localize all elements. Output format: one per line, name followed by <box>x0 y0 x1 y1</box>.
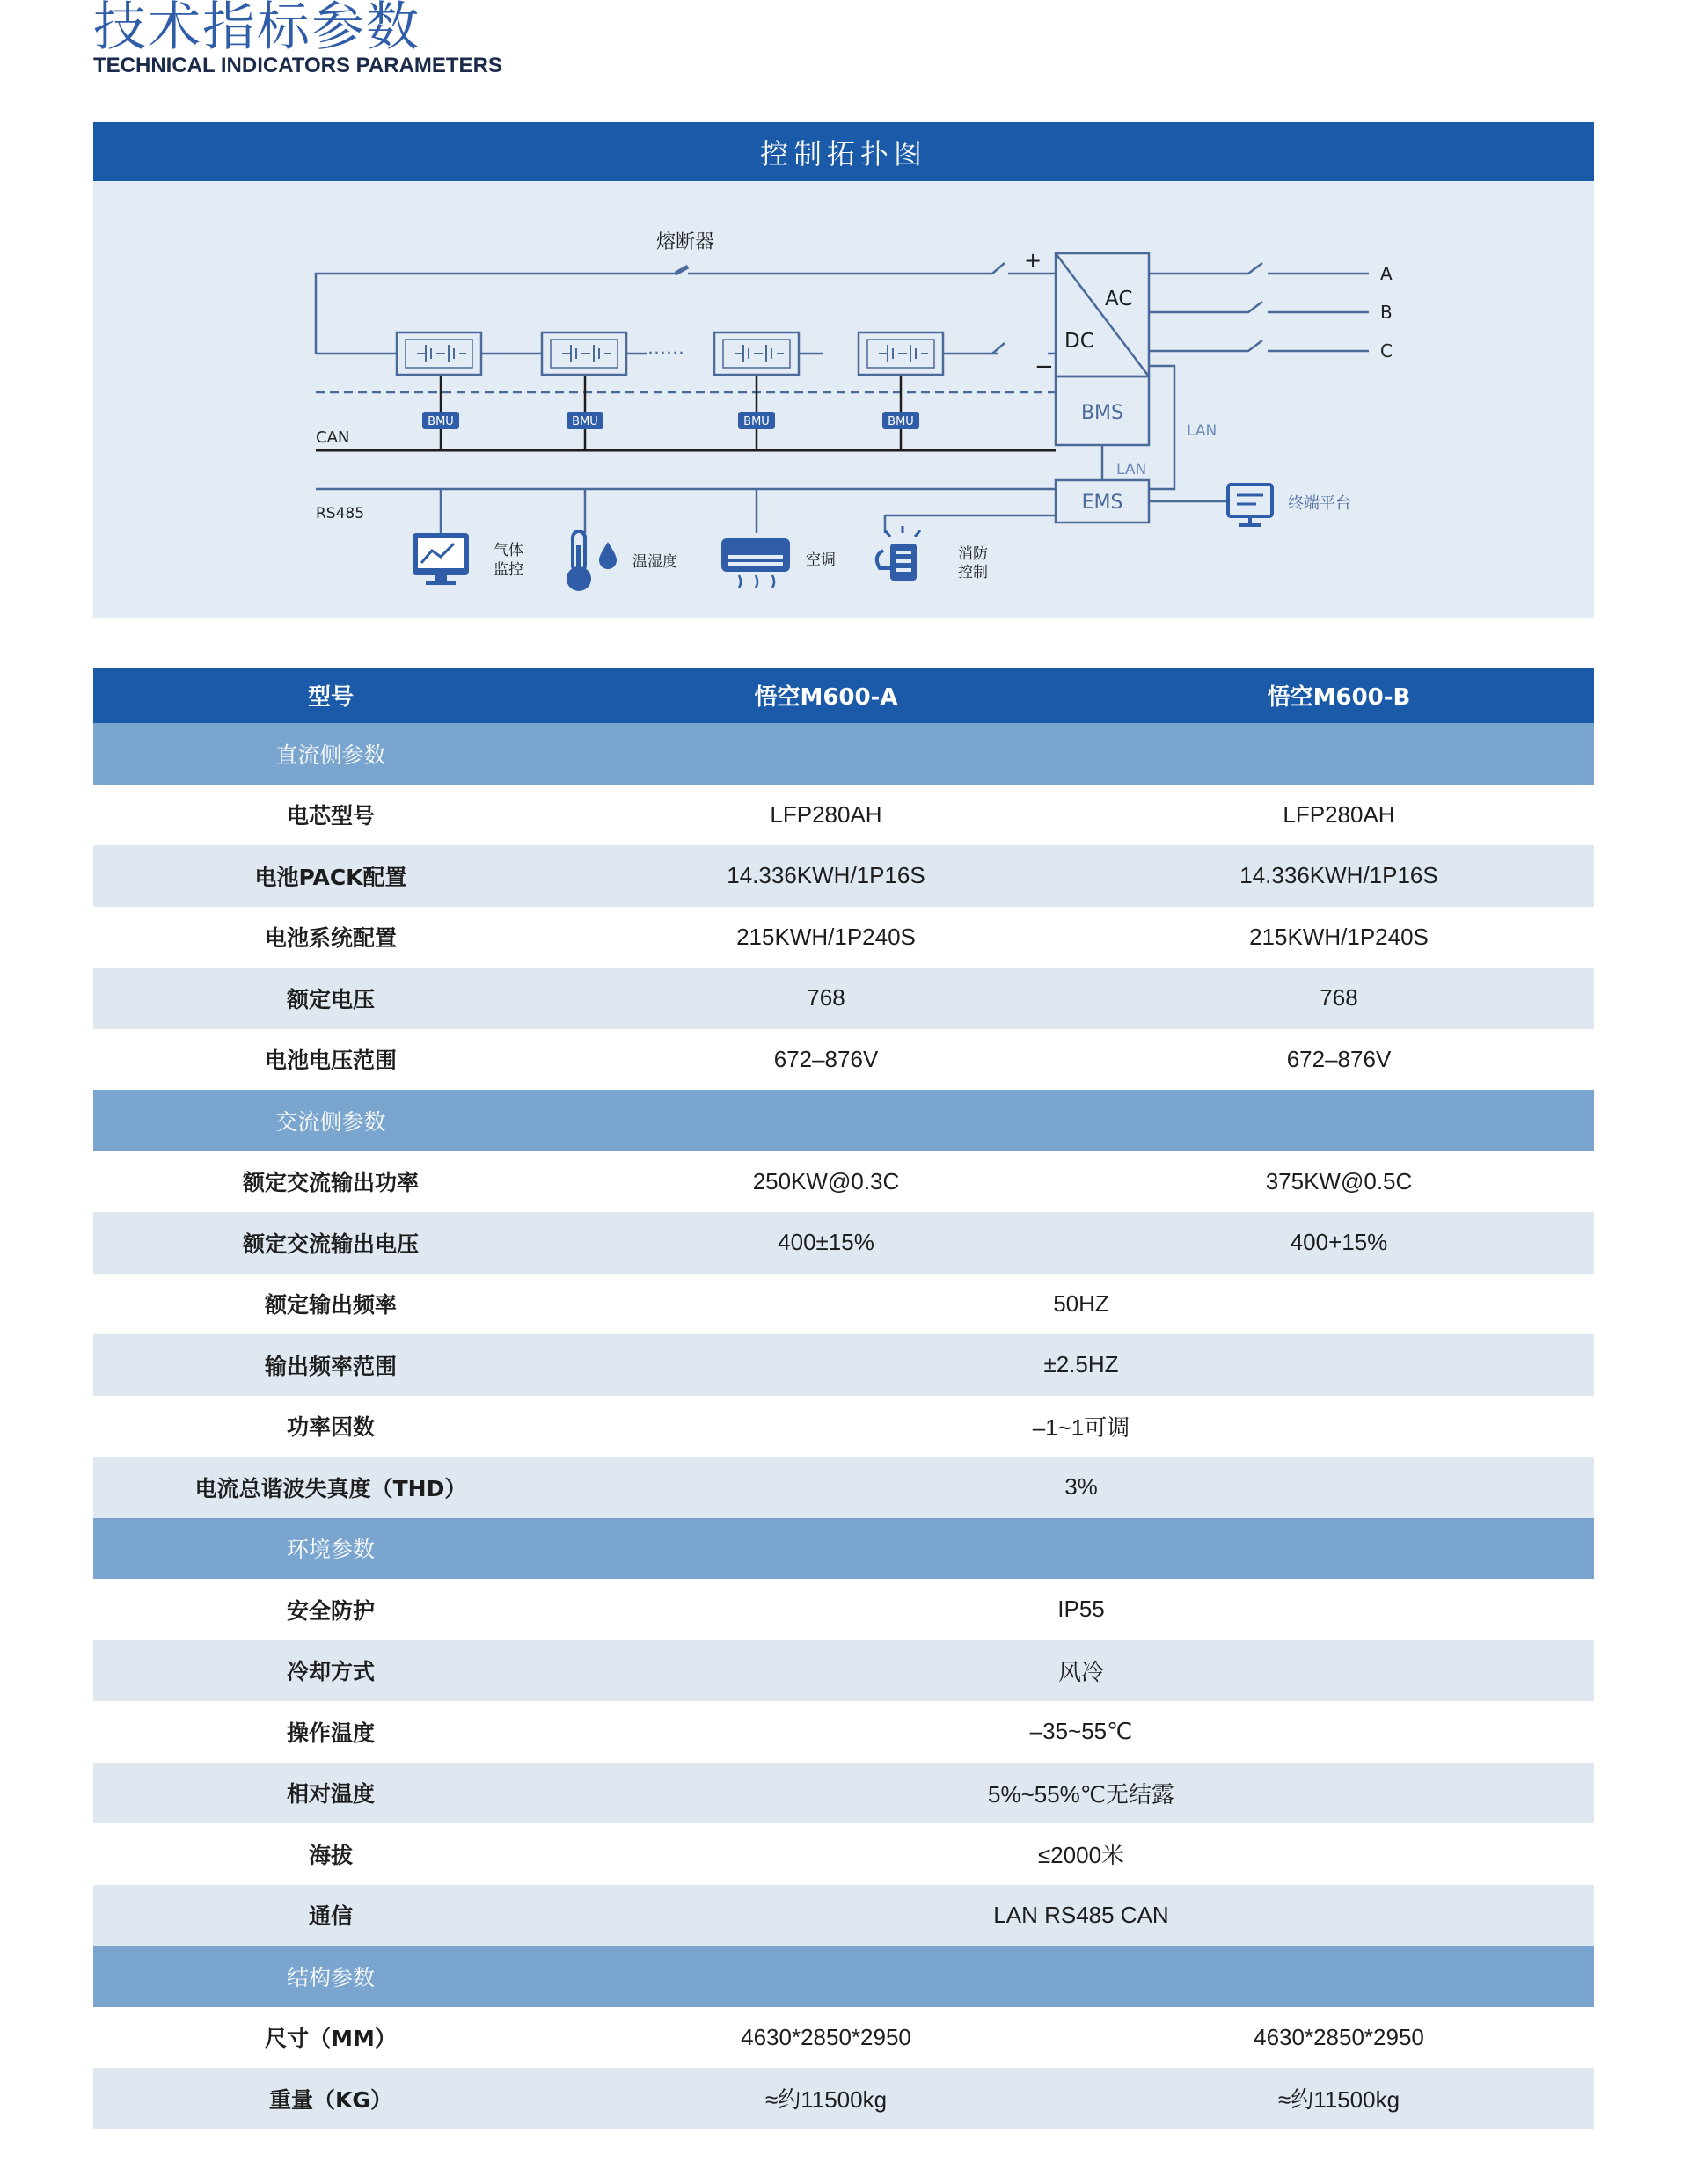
table-row <box>93 968 1594 1029</box>
row-value-merged: 50HZ <box>568 1274 1594 1335</box>
section-environment-title: 环境参数 <box>93 1518 568 1580</box>
row-value-a: 4630*2850*2950 <box>568 2007 1084 2069</box>
row-value-a: 250KW@0.3C <box>568 1151 1084 1213</box>
page-subtitle: TECHNICAL INDICATORS PARAMETERS <box>93 54 502 77</box>
bmu-label-3: BMU <box>743 415 770 428</box>
row-value-b: 4630*2850*2950 <box>1084 2007 1594 2069</box>
table-row <box>93 845 1594 907</box>
row-label: 电流总谐波失真度（THD） <box>93 1457 568 1518</box>
section-environment <box>93 1518 1594 1580</box>
row-value-a: 768 <box>568 968 1084 1029</box>
row-value-merged: ≤2000米 <box>568 1823 1594 1885</box>
table-row <box>93 1457 1594 1518</box>
bmu-label-4: BMU <box>888 415 914 428</box>
row-label: 电池系统配置 <box>93 907 568 968</box>
topology-svg <box>93 181 1594 618</box>
positive-sign: + <box>1024 248 1042 273</box>
table-header-row <box>93 668 1594 723</box>
row-value-merged: –1~1可调 <box>568 1396 1594 1457</box>
row-value-a: 672–876V <box>568 1029 1084 1091</box>
battery-pack-4 <box>859 332 943 375</box>
fire-control-icon <box>877 526 920 581</box>
row-value-b: 14.336KWH/1P16S <box>1084 845 1594 907</box>
section-ac <box>93 1090 1594 1151</box>
table-row <box>93 1823 1594 1885</box>
row-label: 操作温度 <box>93 1701 568 1763</box>
row-value-b: 672–876V <box>1084 1029 1594 1091</box>
row-value-a: 400±15% <box>568 1212 1084 1274</box>
table-row <box>93 785 1594 846</box>
table-row <box>93 1640 1594 1702</box>
row-label: 额定交流输出功率 <box>93 1151 568 1213</box>
row-value-b: 215KWH/1P240S <box>1084 907 1594 968</box>
table-row <box>93 1396 1594 1457</box>
table-row <box>93 1334 1594 1396</box>
row-value-merged: 5%~55%℃无结露 <box>568 1763 1594 1824</box>
fuse-label: 熔断器 <box>656 231 715 253</box>
lan-label-2: LAN <box>1116 461 1147 478</box>
negative-sign: − <box>1035 354 1054 380</box>
row-value-merged: 3% <box>568 1457 1594 1518</box>
phase-a-line <box>1149 263 1369 274</box>
rs485-label: RS485 <box>316 505 365 522</box>
row-label: 输出频率范围 <box>93 1334 568 1396</box>
table-row <box>93 1151 1594 1213</box>
row-label: 冷却方式 <box>93 1640 568 1702</box>
row-value-b: LFP280AH <box>1084 785 1594 846</box>
section-ac-title: 交流侧参数 <box>93 1090 568 1151</box>
row-label: 电池PACK配置 <box>93 845 568 907</box>
lan-label-1: LAN <box>1187 422 1217 440</box>
phase-b-line <box>1149 302 1369 312</box>
gas-label-1: 气体 <box>494 542 523 559</box>
row-label: 电池电压范围 <box>93 1029 568 1091</box>
section-structure <box>93 1946 1594 2007</box>
row-label: 电芯型号 <box>93 785 568 846</box>
row-value-merged: LAN RS485 CAN <box>568 1885 1594 1947</box>
pcs-ac-label: AC <box>1105 288 1133 310</box>
gas-monitor-icon <box>413 533 469 585</box>
table-row <box>93 1763 1594 1824</box>
row-value-merged: –35~55℃ <box>568 1701 1594 1763</box>
battery-pack-1 <box>397 332 481 375</box>
row-value-a: 14.336KWH/1P16S <box>568 845 1084 907</box>
row-value-b: ≈约11500kg <box>1084 2068 1594 2129</box>
phase-b-label: B <box>1380 302 1393 323</box>
battery-pack-2 <box>542 332 626 375</box>
pcs-dc-label: DC <box>1064 330 1094 353</box>
bms-label: BMS <box>1080 402 1124 424</box>
phase-c-label: C <box>1380 340 1393 362</box>
phase-a-label: A <box>1380 263 1393 284</box>
topology-title-bar <box>93 122 1594 181</box>
section-dc <box>93 723 1594 785</box>
aircon-label: 空调 <box>806 551 836 569</box>
table-row <box>93 1029 1594 1091</box>
section-dc-title: 直流侧参数 <box>93 723 568 785</box>
table-row <box>93 907 1594 968</box>
terminal-label: 终端平台 <box>1288 494 1351 513</box>
row-label: 重量（KG） <box>93 2068 568 2129</box>
row-label: 额定输出频率 <box>93 1274 568 1335</box>
pack-ellipsis: ······ <box>647 343 684 365</box>
ems-label: EMS <box>1081 492 1123 514</box>
pcs-diagonal <box>1056 253 1149 376</box>
row-label: 海拔 <box>93 1823 568 1885</box>
dc-positive-switch <box>688 263 1056 274</box>
terminal-platform-icon <box>1228 485 1272 525</box>
row-value-a: ≈约11500kg <box>568 2068 1084 2129</box>
header-model: 型号 <box>93 668 568 723</box>
header-model-a: 悟空M600-A <box>568 668 1084 723</box>
table-row <box>93 2007 1594 2069</box>
topology-title: 控制拓扑图 <box>759 136 927 171</box>
row-value-b: 400+15% <box>1084 1212 1594 1274</box>
row-label: 额定交流输出电压 <box>93 1212 568 1274</box>
row-value-merged: 风冷 <box>568 1640 1594 1702</box>
phase-c-line <box>1149 340 1369 351</box>
fuse-symbol <box>676 267 688 274</box>
row-label: 功率因数 <box>93 1396 568 1457</box>
spec-table <box>93 668 1594 2129</box>
row-label: 通信 <box>93 1885 568 1947</box>
dc-negative-switch <box>992 343 1005 354</box>
page-title: 技术指标参数 <box>93 0 420 58</box>
row-value-merged: ±2.5HZ <box>568 1334 1594 1396</box>
page-heading <box>93 0 502 77</box>
row-value-b: 375KW@0.5C <box>1084 1151 1594 1213</box>
air-conditioner-icon <box>721 538 790 588</box>
table-row <box>93 1212 1594 1274</box>
topology-diagram <box>93 181 1594 618</box>
row-label: 额定电压 <box>93 968 568 1029</box>
temp-label: 温湿度 <box>632 553 677 571</box>
row-value-a: 215KWH/1P240S <box>568 907 1084 968</box>
thermometer-icon <box>567 531 617 591</box>
table-row <box>93 1274 1594 1335</box>
row-value-a: LFP280AH <box>568 785 1084 846</box>
row-value-b: 768 <box>1084 968 1594 1029</box>
row-value-merged: IP55 <box>568 1579 1594 1640</box>
pcs-ems-lan-link <box>1149 366 1174 489</box>
row-label: 相对温度 <box>93 1763 568 1824</box>
section-structure-title: 结构参数 <box>93 1946 568 2007</box>
table-row <box>93 1701 1594 1763</box>
fire-label-2: 控制 <box>958 564 988 581</box>
gas-label-2: 监控 <box>494 561 523 579</box>
header-model-b: 悟空M600-B <box>1084 668 1594 723</box>
bmu-tags <box>422 412 919 429</box>
table-row <box>93 2068 1594 2129</box>
battery-pack-3 <box>714 332 799 375</box>
can-label: CAN <box>316 428 350 447</box>
bmu-label-2: BMU <box>572 415 598 428</box>
bmu-label-1: BMU <box>428 415 454 428</box>
row-label: 安全防护 <box>93 1579 568 1640</box>
row-label: 尺寸（MM） <box>93 2007 568 2069</box>
table-row <box>93 1885 1594 1947</box>
fire-label-1: 消防 <box>958 545 988 563</box>
table-row <box>93 1579 1594 1640</box>
